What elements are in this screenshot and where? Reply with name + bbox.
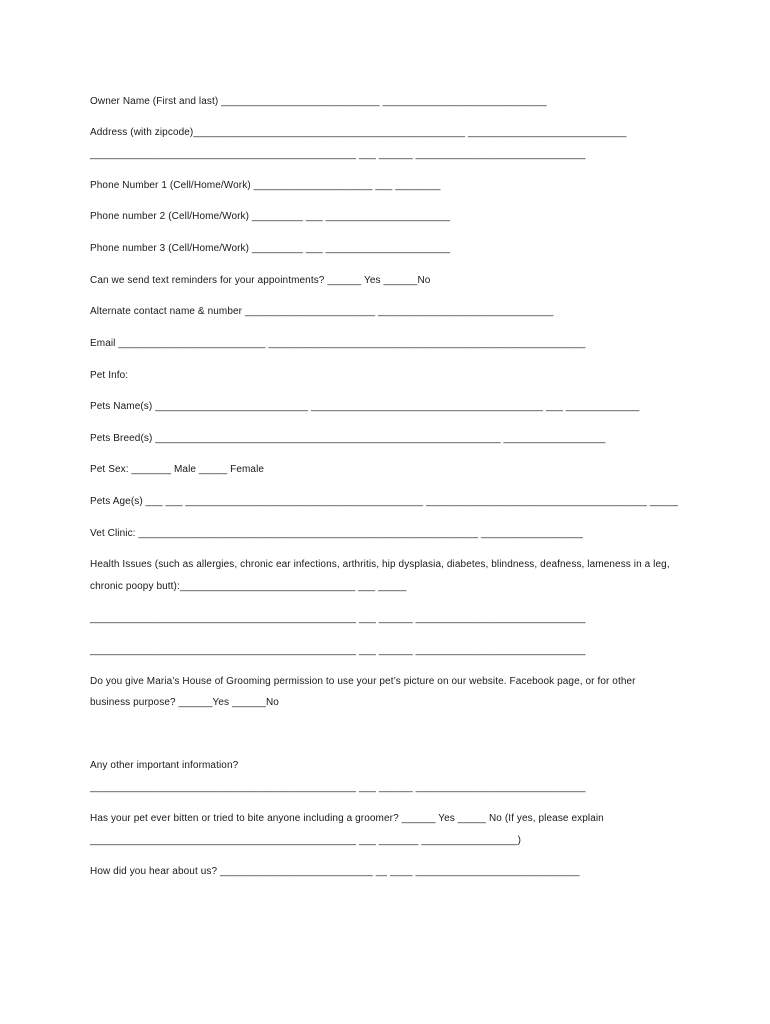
health-issues-line-2[interactable]: _______________________________________________ ___ ______ ______________________________ [90, 613, 586, 624]
health-issues-question: Health Issues (such as allergies, chronic ear infections, arthritis, hip dysplasia, diabetes, blindness, deafness, lameness in a leg, [90, 559, 670, 570]
pets-name-field[interactable]: Pets Name(s) ___________________________ _________________________________________ ___ _____________ [90, 401, 640, 412]
picture-permission-answer[interactable]: business purpose? ______Yes ______No [90, 697, 279, 708]
pets-breed-field[interactable]: Pets Breed(s) _____________________________________________________________ __________________ [90, 433, 606, 444]
email-field[interactable]: Email __________________________ ________________________________________________________ [90, 338, 586, 349]
owner-name-field[interactable]: Owner Name (First and last) ____________________________ _____________________________ [90, 96, 547, 107]
alternate-contact-field[interactable]: Alternate contact name & number _______________________ _______________________________ [90, 306, 554, 317]
vet-clinic-field[interactable]: Vet Clinic: ____________________________________________________________ __________________ [90, 528, 583, 539]
other-info-question: Any other important information? [90, 760, 239, 771]
health-issues-field[interactable]: chronic poopy butt):_______________________________ ___ _____ [90, 581, 407, 592]
phone-3-field[interactable]: Phone number 3 (Cell/Home/Work) _________ ___ ______________________ [90, 243, 451, 254]
phone-1-field[interactable]: Phone Number 1 (Cell/Home/Work) _____________________ ___ ________ [90, 180, 441, 191]
text-reminders-question[interactable]: Can we send text reminders for your appointments? ______ Yes ______No [90, 275, 431, 286]
address-field[interactable]: Address (with zipcode)________________________________________________ ____________________________ [90, 127, 627, 138]
pets-age-field[interactable]: Pets Age(s) ___ ___ __________________________________________ _______________________________________ _____ [90, 496, 679, 507]
bitten-question[interactable]: Has your pet ever bitten or tried to bite anyone including a groomer? ______ Yes _____ No (If yes, please explain [90, 813, 604, 824]
health-issues-line-3[interactable]: _______________________________________________ ___ ______ ______________________________ [90, 645, 586, 656]
picture-permission-question: Do you give Maria’s House of Grooming permission to use your pet’s picture on our website. Facebook page, or for other [90, 676, 636, 687]
bitten-explain-field[interactable]: _______________________________________________ ___ _______ _________________) [90, 835, 522, 846]
hear-about-us-field[interactable]: How did you hear about us? ___________________________ __ ____ _____________________________ [90, 866, 580, 877]
other-info-field[interactable]: _______________________________________________ ___ ______ ______________________________ [90, 782, 586, 793]
address-field-continued[interactable]: _______________________________________________ ___ ______ ______________________________ [90, 149, 586, 160]
phone-2-field[interactable]: Phone number 2 (Cell/Home/Work) _________ ___ ______________________ [90, 211, 451, 222]
pet-info-heading: Pet Info: [90, 370, 129, 381]
pet-sex-field[interactable]: Pet Sex: _______ Male _____ Female [90, 464, 265, 475]
